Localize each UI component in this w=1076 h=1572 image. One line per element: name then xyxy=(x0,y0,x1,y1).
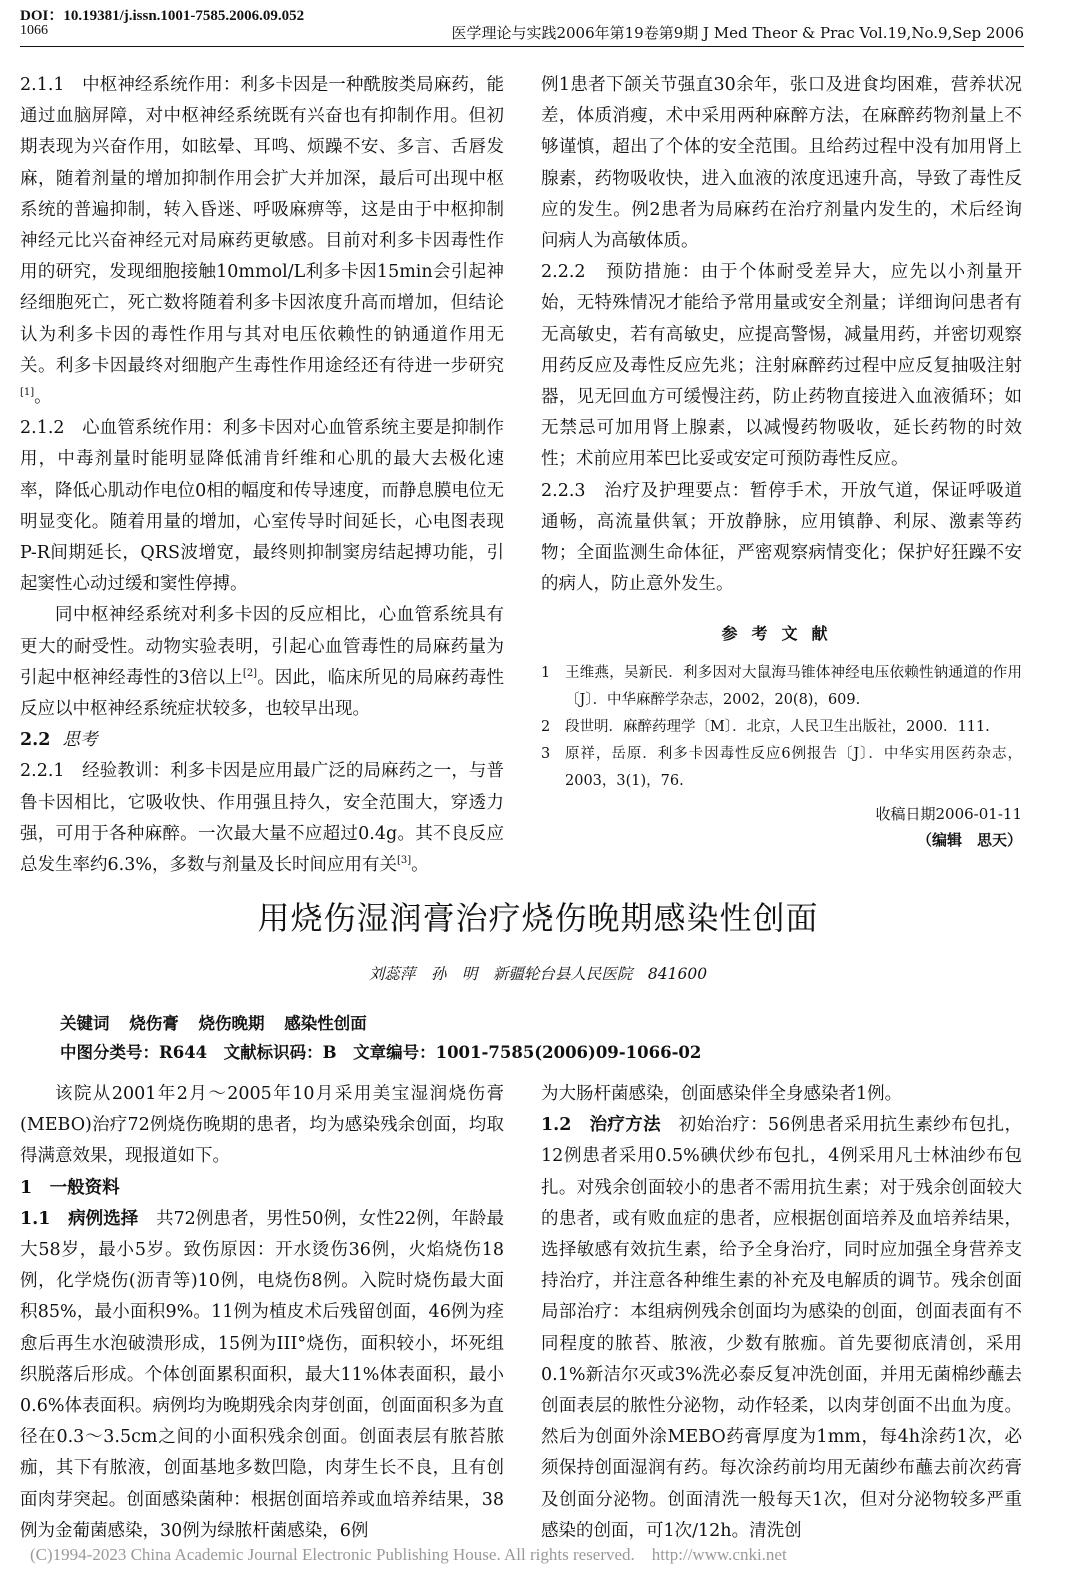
paragraph-1-1: 1.1 病例选择 共72例患者，男性50例，女性22例，年龄最大58岁，最小5岁。致伤原因：开水烫伤36例，火焰烧伤18例，化学烧伤(沥青等)10例，电烧伤8例。入院时烧伤最大面积85%，最小面积9%。11例为植皮术后残留创面，46例为痊愈后再生水泡破溃形成，15例为III°烧伤，面积较小，坏死组织脱落后形成。个体创面累积面积，最大11%体表面积，最小0.6%体表面积。病例均为晚期残余肉芽创面，创面面积多为直径在0.3～3.5cm之间的小面积残余创面。创面表层有脓苔脓痂，其下有脓液，创面基地多数凹隐，肉芽生长不良，且有创面肉芽突起。创面感染菌种：根据创面培养或血培养结果，38例为金葡菌感染，30例为绿脓杆菌感染，6例 xyxy=(20,1208,505,1541)
reference-item: 2 段世明．麻醉药理学〔M〕．北京，人民卫生出版社，2000．111. xyxy=(541,718,990,735)
citation-2: [2] xyxy=(242,668,258,680)
article-title: 用烧伤湿润膏治疗烧伤晚期感染性创面 xyxy=(257,899,819,937)
top-right-column xyxy=(541,70,1022,853)
citation-3: [3] xyxy=(396,855,412,867)
top-left-column xyxy=(20,70,504,881)
paragraph-continued: 为大肠杆菌感染，创面感染伴全身感染者1例。 xyxy=(541,1084,903,1104)
paragraph-2-2-1: 2.2.1 经验教训：利多卡因是应用最广泛的局麻药之一，与普鲁卡因相比，它吸收快、作用强且持久，安全范围大，穿透力强，可用于各种麻醉。一次最大量不应超过0.4g。其不良反应总发生率约6.3%，多数与剂量及长时间应用有关[3]。 xyxy=(20,761,504,876)
bottom-left-column xyxy=(20,1079,504,1547)
keywords-label: 关键词 xyxy=(60,1014,110,1033)
journal-header: 医学理论与实践2006年第19卷第9期 J Med Theor & Prac Vol.19,No.9,Sep 2006 xyxy=(451,24,1024,42)
page-number: 1066 xyxy=(20,23,48,38)
paragraph-2-2-2: 2.2.2 预防措施：由于个体耐受差异大，应先以小剂量开始，无特殊情况才能给予常用量或安全剂量；详细询问患者有无高敏史，若有高敏史，应提高警惕，减量用药，并密切观察用药反应及毒性反应先兆；注射麻醉药过程中应反复抽吸注射器，见无回血方可缓慢注药，防止药物直接进入血液循环；如无禁忌可加用肾上腺素，以减慢药物吸收，延长药物的时效性；术前应用苯巴比妥或安定可预防毒性反应。 xyxy=(541,262,1022,470)
doi: DOI：10.19381/j.issn.1001-7585.2006.09.052 xyxy=(20,8,305,24)
paragraph-2-1-2: 2.1.2 心血管系统作用：利多卡因对心血管系统主要是抑制作用，中毒剂量时能明显降低浦肯纤维和心肌的最大去极化速率，降低心肌动作电位0相的幅度和传导速度，而静息膜电位无明显变化。随着用量的增加，心室传导时间延长，心电图表现P-R间期延长，QRS波增宽，最终则抑制窦房结起搏功能，引起窦性心动过缓和窦性停搏。 xyxy=(20,418,504,595)
editor-note: （编辑 思天） xyxy=(916,830,1022,849)
received-date: 收稿日期2006-01-11 xyxy=(875,804,1022,823)
keywords-line xyxy=(60,1010,381,1034)
paragraph-cases: 例1患者下颌关节强直30余年，张口及进食均困难，营养状况差，体质消瘦，术中采用两种麻醉方法，在麻醉药物剂量上不够谨慎，超出了个体的安全范围。且给药过程中没有加用肾上腺素，药物吸收快，进入血液的浓度迅速升高，导致了毒性反应的发生。例2患者为局麻药在治疗剂量内发生的，术后经询问病人为高敏体质。 xyxy=(541,75,1022,252)
heading-1: 1 一般资料 xyxy=(20,1177,120,1198)
references-title: 参考文献 xyxy=(721,624,842,644)
paragraph-2-1-1: 2.1.1 中枢神经系统作用：利多卡因是一种酰胺类局麻药，能通过血脑屏障，对中枢神经系统既有兴奋也有抑制作用。但初期表现为兴奋作用，如眩晕、耳鸣、烦躁不安、多言、舌唇发麻，随着剂量的增加抑制作用会扩大并加深，最后可出现中枢系统的普遍抑制，转入昏迷、呼吸麻痹等，这是由于中枢抑制神经元比兴奋神经元对局麻药更敏感。目前对利多卡因毒性作用的研究，发现细胞接触10mmol/L利多卡因15min会引起神经细胞死亡，死亡数将随着利多卡因浓度升高而增加，但结论认为利多卡因的毒性作用与其对电压依赖性的钠通道作用无关。利多卡因最终对细胞产生毒性作用途经还有待进一步研究[1]。 xyxy=(20,75,504,408)
citation-1: [1] xyxy=(20,387,35,399)
keyword: 感染性创面 xyxy=(284,1014,367,1033)
keyword: 烧伤晚期 xyxy=(198,1014,265,1033)
intro-paragraph: 该院从2001年2月～2005年10月采用美宝湿润烧伤膏(MEBO)治疗72例烧伤晚期的患者，均为感染残余创面，均取得满意效果，现报道如下。 xyxy=(20,1084,504,1167)
reference-item: 1 王维燕，吴新民．利多因对大鼠海马锥体神经电压依赖性钠通道的作用〔J〕．中华麻醉学杂志，2002，20(8)，609. xyxy=(541,664,1022,708)
paragraph-2-2-3: 2.2.3 治疗及护理要点：暂停手术，开放气道，保证呼吸道通畅，高流量供氧；开放静脉，应用镇静、利尿、激素等药物；全面监测生命体征，严密观察病情变化；保护好狂躁不安的病人，防止意外发生。 xyxy=(541,480,1022,595)
copyright-watermark: (C)1994-2023 China Academic Journal Electronic Publishing House. All rights reserved. http://www.cnki.net xyxy=(30,1545,787,1564)
author-byline: 刘蕊萍 孙 明 新疆轮台县人民医院 841600 xyxy=(368,965,708,983)
bottom-right-column xyxy=(541,1079,1022,1547)
reference-item: 3 原祥，岳原．利多卡因毒性反应6例报告〔J〕．中华实用医药杂志，2003，3(1)，76. xyxy=(541,745,1022,789)
classification-line: 中图分类号：R644 文献标识码：B 文章编号：1001-7585(2006)09-1066-02 xyxy=(60,1043,702,1062)
paragraph-1-2: 1.2 治疗方法 初始治疗：56例患者采用抗生素纱布包扎，12例患者采用0.5%碘伏纱布包扎，4例采用凡士林油纱布包扎。对残余创面较小的患者不需用抗生素；对于残余创面较大的患者，或有败血症的患者，应根据创面培养及血培养结果，选择敏感有效抗生素，给予全身治疗，同时应加强全身营养支持治疗，并注意各种维生素的补充及电解质的调节。残余创面局部治疗：本组病例残余创面均为感染的创面，创面表面有不同程度的脓苔、脓液，少数有脓痂。首先要彻底清创，采用0.1%新洁尔灭或3%洗必泰反复冲洗创面，并用无菌棉纱蘸去创面表层的脓性分泌物，动作轻柔，以肉芽创面不出血为度。然后为创面外涂MEBO药膏厚度为1mm，每4h涂药1次，必须保持创面湿润有药。每次涂药前均用无菌纱布蘸去前次药膏及创面分泌物。创面清洗一般每天1次，但对分泌物较多严重感染的创面，可1次/12h。清洗创 xyxy=(541,1115,1022,1541)
heading-2-2: 2.2 思考 xyxy=(20,730,98,751)
keyword: 烧伤膏 xyxy=(129,1014,179,1033)
header-rule xyxy=(20,46,1024,47)
paragraph-comparison: 同中枢神经系统对利多卡因的反应相比，心血管系统具有更大的耐受性。动物实验表明，引起心血管毒性的局麻药量为引起中枢神经毒性的3倍以上[2]。因此，临床所见的局麻药毒性反应以中枢神经系统症状较多，也较早出现。 xyxy=(20,605,505,720)
